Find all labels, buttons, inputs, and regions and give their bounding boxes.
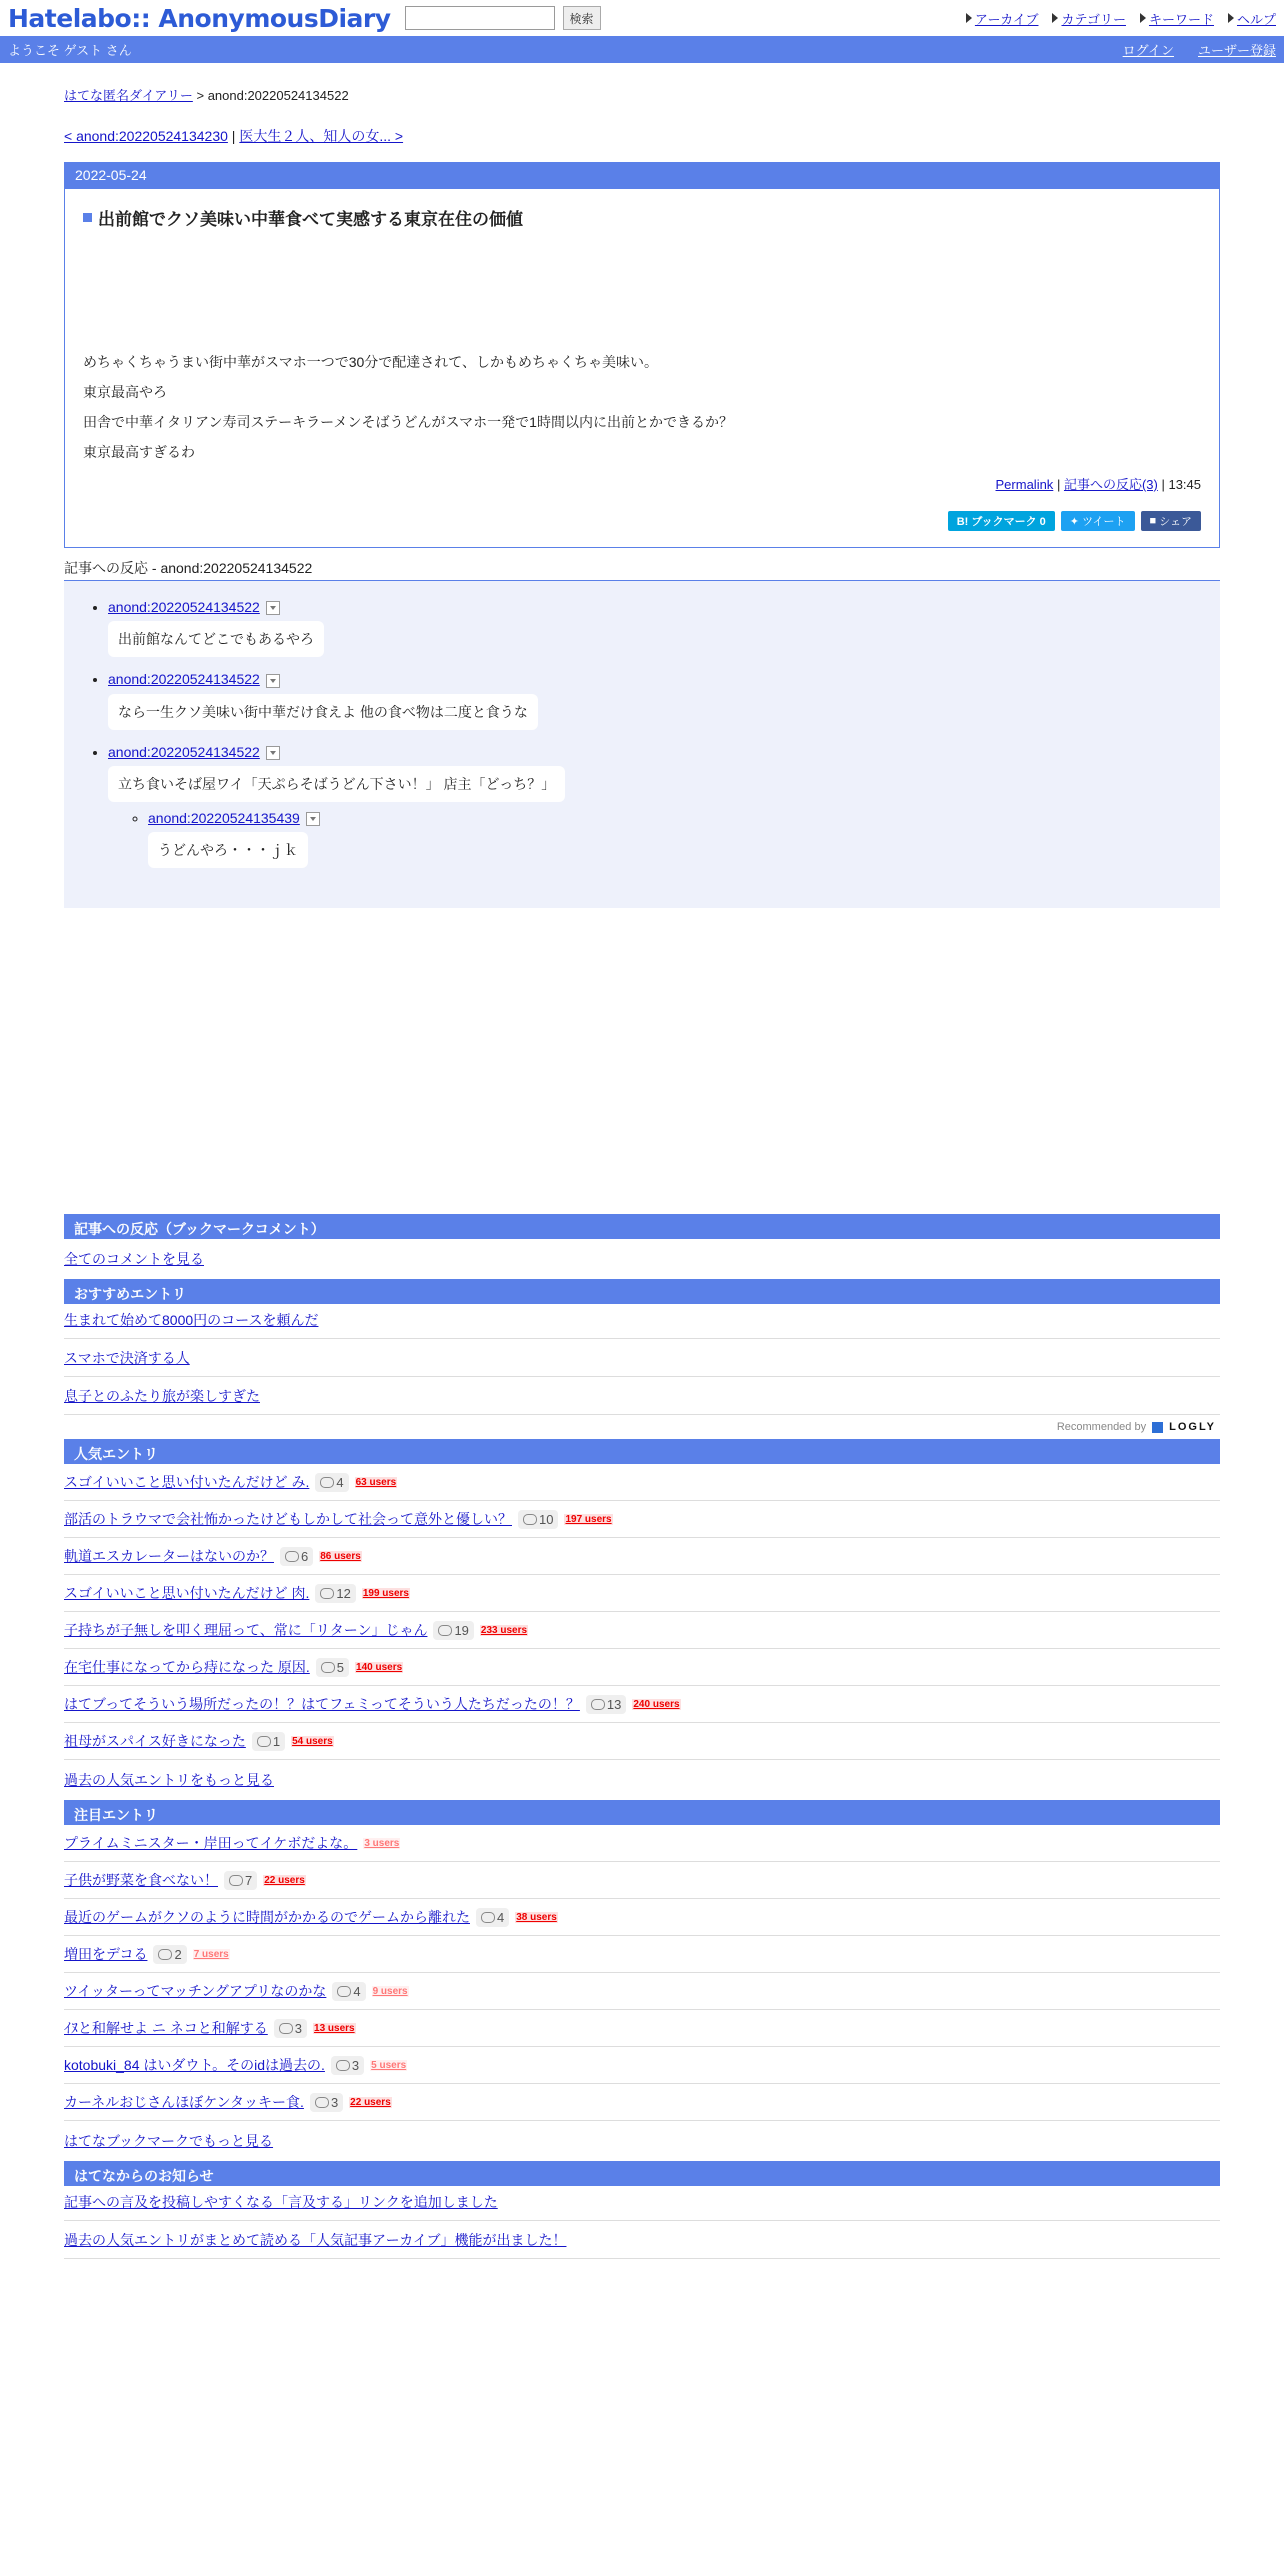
entry-row xyxy=(64,1862,1220,1899)
users-badge[interactable]: 3 users xyxy=(364,1837,400,1849)
nav-help[interactable] xyxy=(1228,9,1276,28)
top-bar xyxy=(0,0,1284,36)
arrow-icon xyxy=(966,13,972,23)
comment-count-value: 6 xyxy=(301,1548,309,1564)
reaction-item xyxy=(108,671,1220,729)
users-badge[interactable]: 199 users xyxy=(362,1587,409,1599)
comment-count-value: 7 xyxy=(245,1872,253,1888)
entry-row-link[interactable]: 祖母がスパイス好きになった xyxy=(64,1733,246,1750)
comment-count[interactable] xyxy=(315,1584,355,1603)
logly-logo[interactable]: LOGLY xyxy=(1169,1421,1216,1434)
reaction-link[interactable]: anond:20220524134522 xyxy=(108,599,260,615)
arrow-icon xyxy=(1228,13,1234,23)
comment-count-value: 3 xyxy=(330,2094,339,2110)
nav-keyword[interactable] xyxy=(1140,9,1214,28)
entry-row xyxy=(64,1686,1220,1723)
users-badge[interactable]: 54 users xyxy=(292,1735,333,1747)
entry-row-link[interactable]: 子持ちが子無しを叩く理屈って、常に「リターン」じゃん xyxy=(64,1622,428,1639)
search-box xyxy=(405,6,601,30)
entry-row xyxy=(64,1649,1220,1686)
entry-row-link[interactable]: 子供が野菜を食べない！ xyxy=(64,1872,218,1889)
attention-more-link[interactable]: はてなブックマークでもっと見る xyxy=(64,2133,274,2150)
comment-count[interactable] xyxy=(331,2056,364,2075)
comment-icon xyxy=(321,1662,335,1673)
popular-heading: 人気エントリ xyxy=(64,1439,1220,1464)
reactions-list xyxy=(64,581,1220,908)
reaction-item xyxy=(108,744,1220,869)
ad-space xyxy=(64,908,1220,1214)
entry-row-link[interactable]: 在宅仕事になってから痔になった 原因. xyxy=(64,1659,310,1676)
reaction-text: なら一生クソ美味い街中華だけ食えよ 他の食べ物は二度と食うな xyxy=(108,694,538,730)
facebook-icon: ■ xyxy=(1149,515,1160,527)
top-nav xyxy=(966,9,1276,28)
entry-text xyxy=(83,354,1201,460)
comment-icon xyxy=(320,1477,334,1488)
comment-count-value: 5 xyxy=(336,1659,345,1675)
comment-count-value: 4 xyxy=(497,1909,505,1925)
entry-row xyxy=(64,1501,1220,1538)
breadcrumb xyxy=(64,85,1220,104)
bm-comments-heading: 記事への反応（ブックマークコメント） xyxy=(64,1214,1220,1239)
breadcrumb-sep: > xyxy=(196,88,205,103)
next-entry-link[interactable]: 医大生２人、知人の女... > xyxy=(239,128,404,144)
comment-count-value: 3 xyxy=(351,2057,360,2073)
permalink[interactable]: Permalink xyxy=(995,477,1054,492)
comment-icon xyxy=(337,1986,351,1997)
comment-icon xyxy=(257,1736,271,1747)
recommended-by-text: Recommended by xyxy=(1056,1421,1147,1434)
news-link[interactable]: 過去の人気エントリがまとめて読める「人気記事アーカイブ」機能が出ました！ xyxy=(64,2232,567,2249)
entry-line: 東京最高すぎるわ xyxy=(83,444,195,460)
users-badge[interactable]: 140 users xyxy=(356,1661,403,1673)
comment-count[interactable] xyxy=(586,1695,626,1714)
site-logo[interactable]: Hatelabo:: AnonymousDiary xyxy=(8,3,391,33)
entry-row-link[interactable]: 増田をデコる xyxy=(64,1946,148,1963)
entry-date: 2022-05-24 xyxy=(65,163,1219,189)
arrow-icon xyxy=(1052,13,1058,23)
footer-sep: | xyxy=(1056,477,1061,492)
popular-list xyxy=(64,1464,1220,1760)
register-link[interactable]: ユーザー登録 xyxy=(1197,43,1276,58)
comment-count[interactable] xyxy=(153,1945,186,1964)
entry-row-link[interactable]: 軌道エスカレーターはないのか？ xyxy=(64,1548,274,1565)
comment-icon xyxy=(591,1699,605,1710)
recommended-link[interactable]: スマホで決済する人 xyxy=(64,1350,190,1367)
users-badge[interactable]: 7 users xyxy=(193,1948,229,1960)
comment-count[interactable] xyxy=(433,1621,473,1640)
comment-count[interactable] xyxy=(224,1871,257,1890)
nav-category[interactable] xyxy=(1052,9,1125,28)
comment-icon xyxy=(229,1875,243,1886)
all-comments-link[interactable]: 全てのコメントを見る xyxy=(64,1251,204,1268)
entry-body xyxy=(65,189,1219,547)
dropdown-icon[interactable] xyxy=(266,674,280,688)
entry-row xyxy=(64,1899,1220,1936)
entry-line: めちゃくちゃうまい街中華がスマホ一つで30分で配達されて、しかもめちゃくちゃ美味い。 xyxy=(83,354,659,370)
attention-list xyxy=(64,1825,1220,2121)
users-badge[interactable]: 197 users xyxy=(565,1513,612,1525)
dropdown-icon[interactable] xyxy=(306,812,320,826)
logly-icon xyxy=(1152,1422,1163,1433)
comment-icon xyxy=(320,1588,334,1599)
facebook-share-button[interactable] xyxy=(1141,511,1201,531)
entry-row-link[interactable]: kotobuki_84 はいダウト。そのidは過去の. xyxy=(64,2057,325,2074)
comment-icon xyxy=(315,2097,329,2108)
comment-icon xyxy=(438,1625,452,1636)
comment-count-value: 13 xyxy=(606,1696,622,1712)
reaction-link[interactable]: anond:20220524135439 xyxy=(148,809,300,826)
comment-count[interactable] xyxy=(280,1547,313,1566)
comment-count[interactable] xyxy=(476,1908,509,1927)
entry-row xyxy=(64,1612,1220,1649)
entry-row xyxy=(64,2010,1220,2047)
comment-count-value: 4 xyxy=(353,1983,361,1999)
comment-icon xyxy=(523,1514,537,1525)
comment-count-value: 1 xyxy=(272,1733,281,1749)
tweet-button[interactable] xyxy=(1061,511,1135,531)
users-badge[interactable]: 22 users xyxy=(264,1874,305,1886)
comment-count-value: 2 xyxy=(174,1946,182,1962)
search-button[interactable]: 検索 xyxy=(563,6,601,30)
square-icon[interactable] xyxy=(83,213,92,222)
recommended-item xyxy=(64,1377,1220,1415)
entry-row-link[interactable]: スゴイいいこと思い付いたんだけど み. xyxy=(64,1474,310,1491)
attention-heading: 注目エントリ xyxy=(64,1800,1220,1825)
recommended-item xyxy=(64,1304,1220,1339)
comment-count[interactable] xyxy=(315,1473,348,1492)
hatena-bookmark-button[interactable]: B! ブックマーク 0 xyxy=(948,511,1055,531)
users-badge[interactable]: 9 users xyxy=(372,1985,408,1997)
entry-row xyxy=(64,1538,1220,1575)
recommended-heading: おすすめエントリ xyxy=(64,1279,1220,1304)
users-badge[interactable]: 38 users xyxy=(516,1911,557,1923)
reactions-link[interactable]: 記事への反応(3) xyxy=(1063,477,1158,492)
entry-row xyxy=(64,2084,1220,2121)
breadcrumb-root[interactable]: はてな匿名ダイアリー xyxy=(64,88,193,103)
tweet-label: ツイート xyxy=(1082,516,1126,528)
reaction-text: 出前館なんてどこでもあるやろ xyxy=(108,621,324,657)
comment-icon xyxy=(481,1912,495,1923)
comment-count-value: 10 xyxy=(539,1511,554,1527)
comment-count[interactable] xyxy=(310,2093,343,2112)
entry-row xyxy=(64,1575,1220,1612)
comment-count-value: 3 xyxy=(294,2020,303,2036)
entry-row xyxy=(64,1973,1220,2010)
entry-row xyxy=(64,1723,1220,1760)
entry-time: | 13:45 xyxy=(1161,477,1201,492)
reaction-text: 立ち食いそば屋ワイ「天ぷらそばうどん下さい！」 店主「どっち？」 xyxy=(108,766,565,802)
news-heading: はてなからのお知らせ xyxy=(64,2161,1220,2186)
breadcrumb-current: anond:20220524134522 xyxy=(207,88,349,103)
fb-label: シェア xyxy=(1159,516,1192,528)
users-badge[interactable]: 22 users xyxy=(350,2096,391,2108)
attention-more xyxy=(64,2121,1220,2161)
comment-count[interactable] xyxy=(332,1982,365,2001)
popular-more-link[interactable]: 過去の人気エントリをもっと見る xyxy=(64,1772,274,1789)
comment-count-value: 19 xyxy=(454,1622,469,1638)
users-badge[interactable]: 63 users xyxy=(355,1476,397,1488)
twitter-icon: ✦ xyxy=(1069,515,1083,528)
reaction-link[interactable]: anond:20220524134522 xyxy=(108,671,260,688)
nav-category-link[interactable]: カテゴリー xyxy=(1061,11,1126,27)
main-content xyxy=(64,63,1220,2259)
entry-row-link[interactable]: 最近のゲームがクソのように時間がかかるのでゲームから離れた xyxy=(64,1909,470,1926)
entry-row xyxy=(64,1936,1220,1973)
entry-row-link[interactable]: プライムミニスター・岸田ってイケボだよな。 xyxy=(64,1835,358,1852)
user-bar xyxy=(0,36,1284,63)
comment-count[interactable] xyxy=(316,1658,349,1677)
entry-row-link[interactable]: はてブってそういう場所だったの！？はてフェミってそういう人たちだったの！？ xyxy=(64,1696,580,1713)
prev-next-nav xyxy=(64,126,1220,146)
all-comments xyxy=(64,1239,1220,1279)
reaction-link[interactable]: anond:20220524134522 xyxy=(108,743,260,760)
recommended-link[interactable]: 生まれて始めて8000円のコースを頼んだ xyxy=(64,1312,319,1329)
users-badge[interactable]: 13 users xyxy=(314,2022,355,2034)
reactions-heading: 記事への反応 - anond:20220524134522 xyxy=(64,558,1220,581)
nav-archive-link[interactable]: アーカイブ xyxy=(974,11,1039,27)
comment-count[interactable] xyxy=(252,1732,285,1751)
news-link[interactable]: 記事への言及を投稿しやすくなる「言及する」リンクを追加しました xyxy=(64,2194,498,2211)
share-buttons xyxy=(83,511,1201,531)
search-input[interactable] xyxy=(405,6,555,30)
comment-count[interactable] xyxy=(518,1510,558,1529)
nav-help-link[interactable]: ヘルプ xyxy=(1236,11,1276,27)
entry-row xyxy=(64,2047,1220,2084)
login-link[interactable]: ログイン xyxy=(1122,43,1174,58)
nav-keyword-link[interactable]: キーワード xyxy=(1148,11,1214,27)
comment-count-value: 4 xyxy=(336,1474,344,1490)
entry-row-link[interactable]: スゴイいいこと思い付いたんだけど 肉. xyxy=(64,1585,310,1602)
welcome-text: ようこそ ゲスト さん xyxy=(8,43,132,58)
prev-entry-link[interactable]: < anond:20220524134230 xyxy=(64,128,228,144)
recommended-by xyxy=(64,1415,1220,1439)
entry-row-link[interactable]: 部活のトラウマで会社怖かったけどもしかして社会って意外と優しい？ xyxy=(64,1511,512,1528)
arrow-icon xyxy=(1140,13,1146,23)
users-badge[interactable]: 86 users xyxy=(320,1550,361,1562)
entry-title-text: 出前館でクソ美味い中華食べて実感する東京在住の価値 xyxy=(98,210,523,229)
news-item xyxy=(64,2186,1220,2221)
recommended-item xyxy=(64,1339,1220,1377)
news-item xyxy=(64,2221,1220,2259)
entry-line: 東京最高やろ xyxy=(83,384,167,400)
entry-row-link[interactable]: カーネルおじさんほぼケンタッキー食. xyxy=(64,2094,304,2111)
reaction-item xyxy=(108,599,1220,657)
entry-title xyxy=(83,205,1201,230)
nav-archive[interactable] xyxy=(966,9,1039,28)
comment-icon xyxy=(336,2060,350,2071)
entry-row xyxy=(64,1825,1220,1862)
users-badge[interactable]: 240 users xyxy=(633,1698,680,1710)
entry-row-link[interactable]: ツイッターってマッチングアプリなのかな xyxy=(64,1983,327,2000)
dropdown-icon[interactable] xyxy=(266,746,280,760)
entry-row xyxy=(64,1464,1220,1501)
entry-row-link[interactable]: ｲﾇと和解せよ ニ ネコと和解する xyxy=(64,2020,268,2037)
entry-box xyxy=(64,162,1220,548)
popular-more xyxy=(64,1760,1220,1800)
dropdown-icon[interactable] xyxy=(266,601,280,615)
comment-count[interactable] xyxy=(274,2019,307,2038)
comment-count-value: 12 xyxy=(336,1585,351,1601)
users-badge[interactable]: 233 users xyxy=(480,1624,528,1636)
comment-icon xyxy=(285,1551,299,1562)
reaction-item xyxy=(148,810,1220,868)
entry-line: 田舎で中華イタリアン寿司ステーキラーメンそばうどんがスマホ一発で1時間以内に出前とかできるか？ xyxy=(83,414,733,430)
comment-icon xyxy=(279,2023,293,2034)
comment-icon xyxy=(158,1949,172,1960)
prev-next-sep: | xyxy=(231,128,236,144)
recommended-link[interactable]: 息子とのふたり旅が楽しすぎた xyxy=(64,1388,260,1405)
entry-footer xyxy=(83,474,1201,493)
users-badge[interactable]: 5 users xyxy=(371,2059,407,2071)
reaction-text: うどんやろ・・・ｊｋ xyxy=(148,832,308,868)
